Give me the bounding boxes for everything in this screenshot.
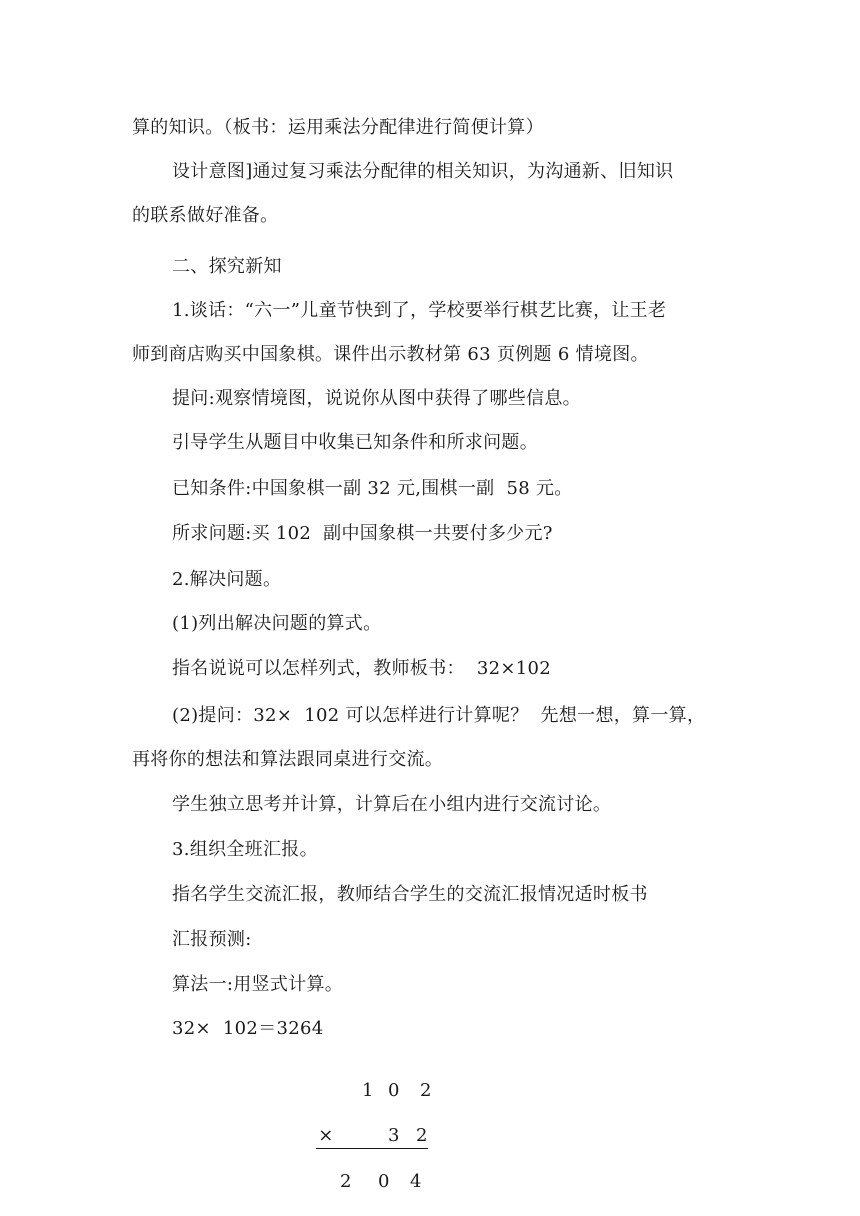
step-2-sub-2-continuation: 再将你的想法和算法跟同桌进行交流。 bbox=[132, 749, 444, 770]
calc-row2-digit: 3 bbox=[388, 1125, 400, 1146]
step-1-continuation: 师到商店购买中国象棋。课件出示教材第 63 页例题 6 情境图。 bbox=[132, 344, 649, 365]
method-1-heading: 算法一:用竖式计算。 bbox=[172, 974, 344, 995]
paragraph-continuation: 算的知识。（板书：运用乘法分配律进行简便计算） bbox=[132, 117, 544, 138]
equation-line: 32× 102＝3264 bbox=[172, 1018, 324, 1039]
report-prediction: 汇报预测: bbox=[172, 929, 252, 950]
step-2-heading: 2.解决问题。 bbox=[172, 569, 282, 590]
question-asked: 所求问题:买 102 副中国象棋一共要付多少元? bbox=[172, 523, 553, 544]
step-2-sub-1: (1)列出解决问题的算式。 bbox=[172, 613, 382, 634]
expression-paragraph: 指名说说可以怎样列式，教师板书： 32×102 bbox=[172, 658, 551, 679]
calc-underline bbox=[316, 1148, 428, 1149]
calc-row3-digit: 0 bbox=[378, 1171, 390, 1192]
calc-row1-digit: 0 bbox=[388, 1080, 400, 1101]
step-3-heading: 3.组织全班汇报。 bbox=[172, 839, 318, 860]
report-paragraph: 指名学生交流汇报，教师结合学生的交流汇报情况适时板书 bbox=[172, 884, 648, 905]
design-intent-continuation: 的联系做好准备。 bbox=[132, 205, 279, 226]
guide-paragraph: 引导学生从题目中收集已知条件和所求问题。 bbox=[172, 432, 538, 453]
calc-row3-digit: 2 bbox=[340, 1171, 352, 1192]
step-1-paragraph: 1.谈话：“六一”儿童节快到了，学校要举行棋艺比赛，让王老 bbox=[172, 300, 667, 321]
known-conditions: 已知条件:中国象棋一副 32 元,围棋一副 58 元。 bbox=[172, 478, 573, 499]
times-sign: × bbox=[318, 1125, 334, 1146]
calc-row2-digit: 2 bbox=[416, 1125, 428, 1146]
calc-row1-digit: 2 bbox=[420, 1080, 432, 1101]
step-2-sub-2: (2)提问：32× 102 可以怎样进行计算呢？ 先想一想，算一算， bbox=[172, 705, 706, 726]
calc-row3-digit: 4 bbox=[410, 1171, 422, 1192]
section-heading: 二、探究新知 bbox=[172, 256, 282, 277]
question-paragraph: 提问:观察情境图，说说你从图中获得了哪些信息。 bbox=[172, 388, 581, 409]
student-activity: 学生独立思考并计算，计算后在小组内进行交流讨论。 bbox=[172, 794, 612, 815]
calc-row1-digit: 1 bbox=[362, 1080, 374, 1101]
design-intent-paragraph: 设计意图]通过复习乘法分配律的相关知识，为沟通新、旧知识 bbox=[172, 161, 674, 182]
